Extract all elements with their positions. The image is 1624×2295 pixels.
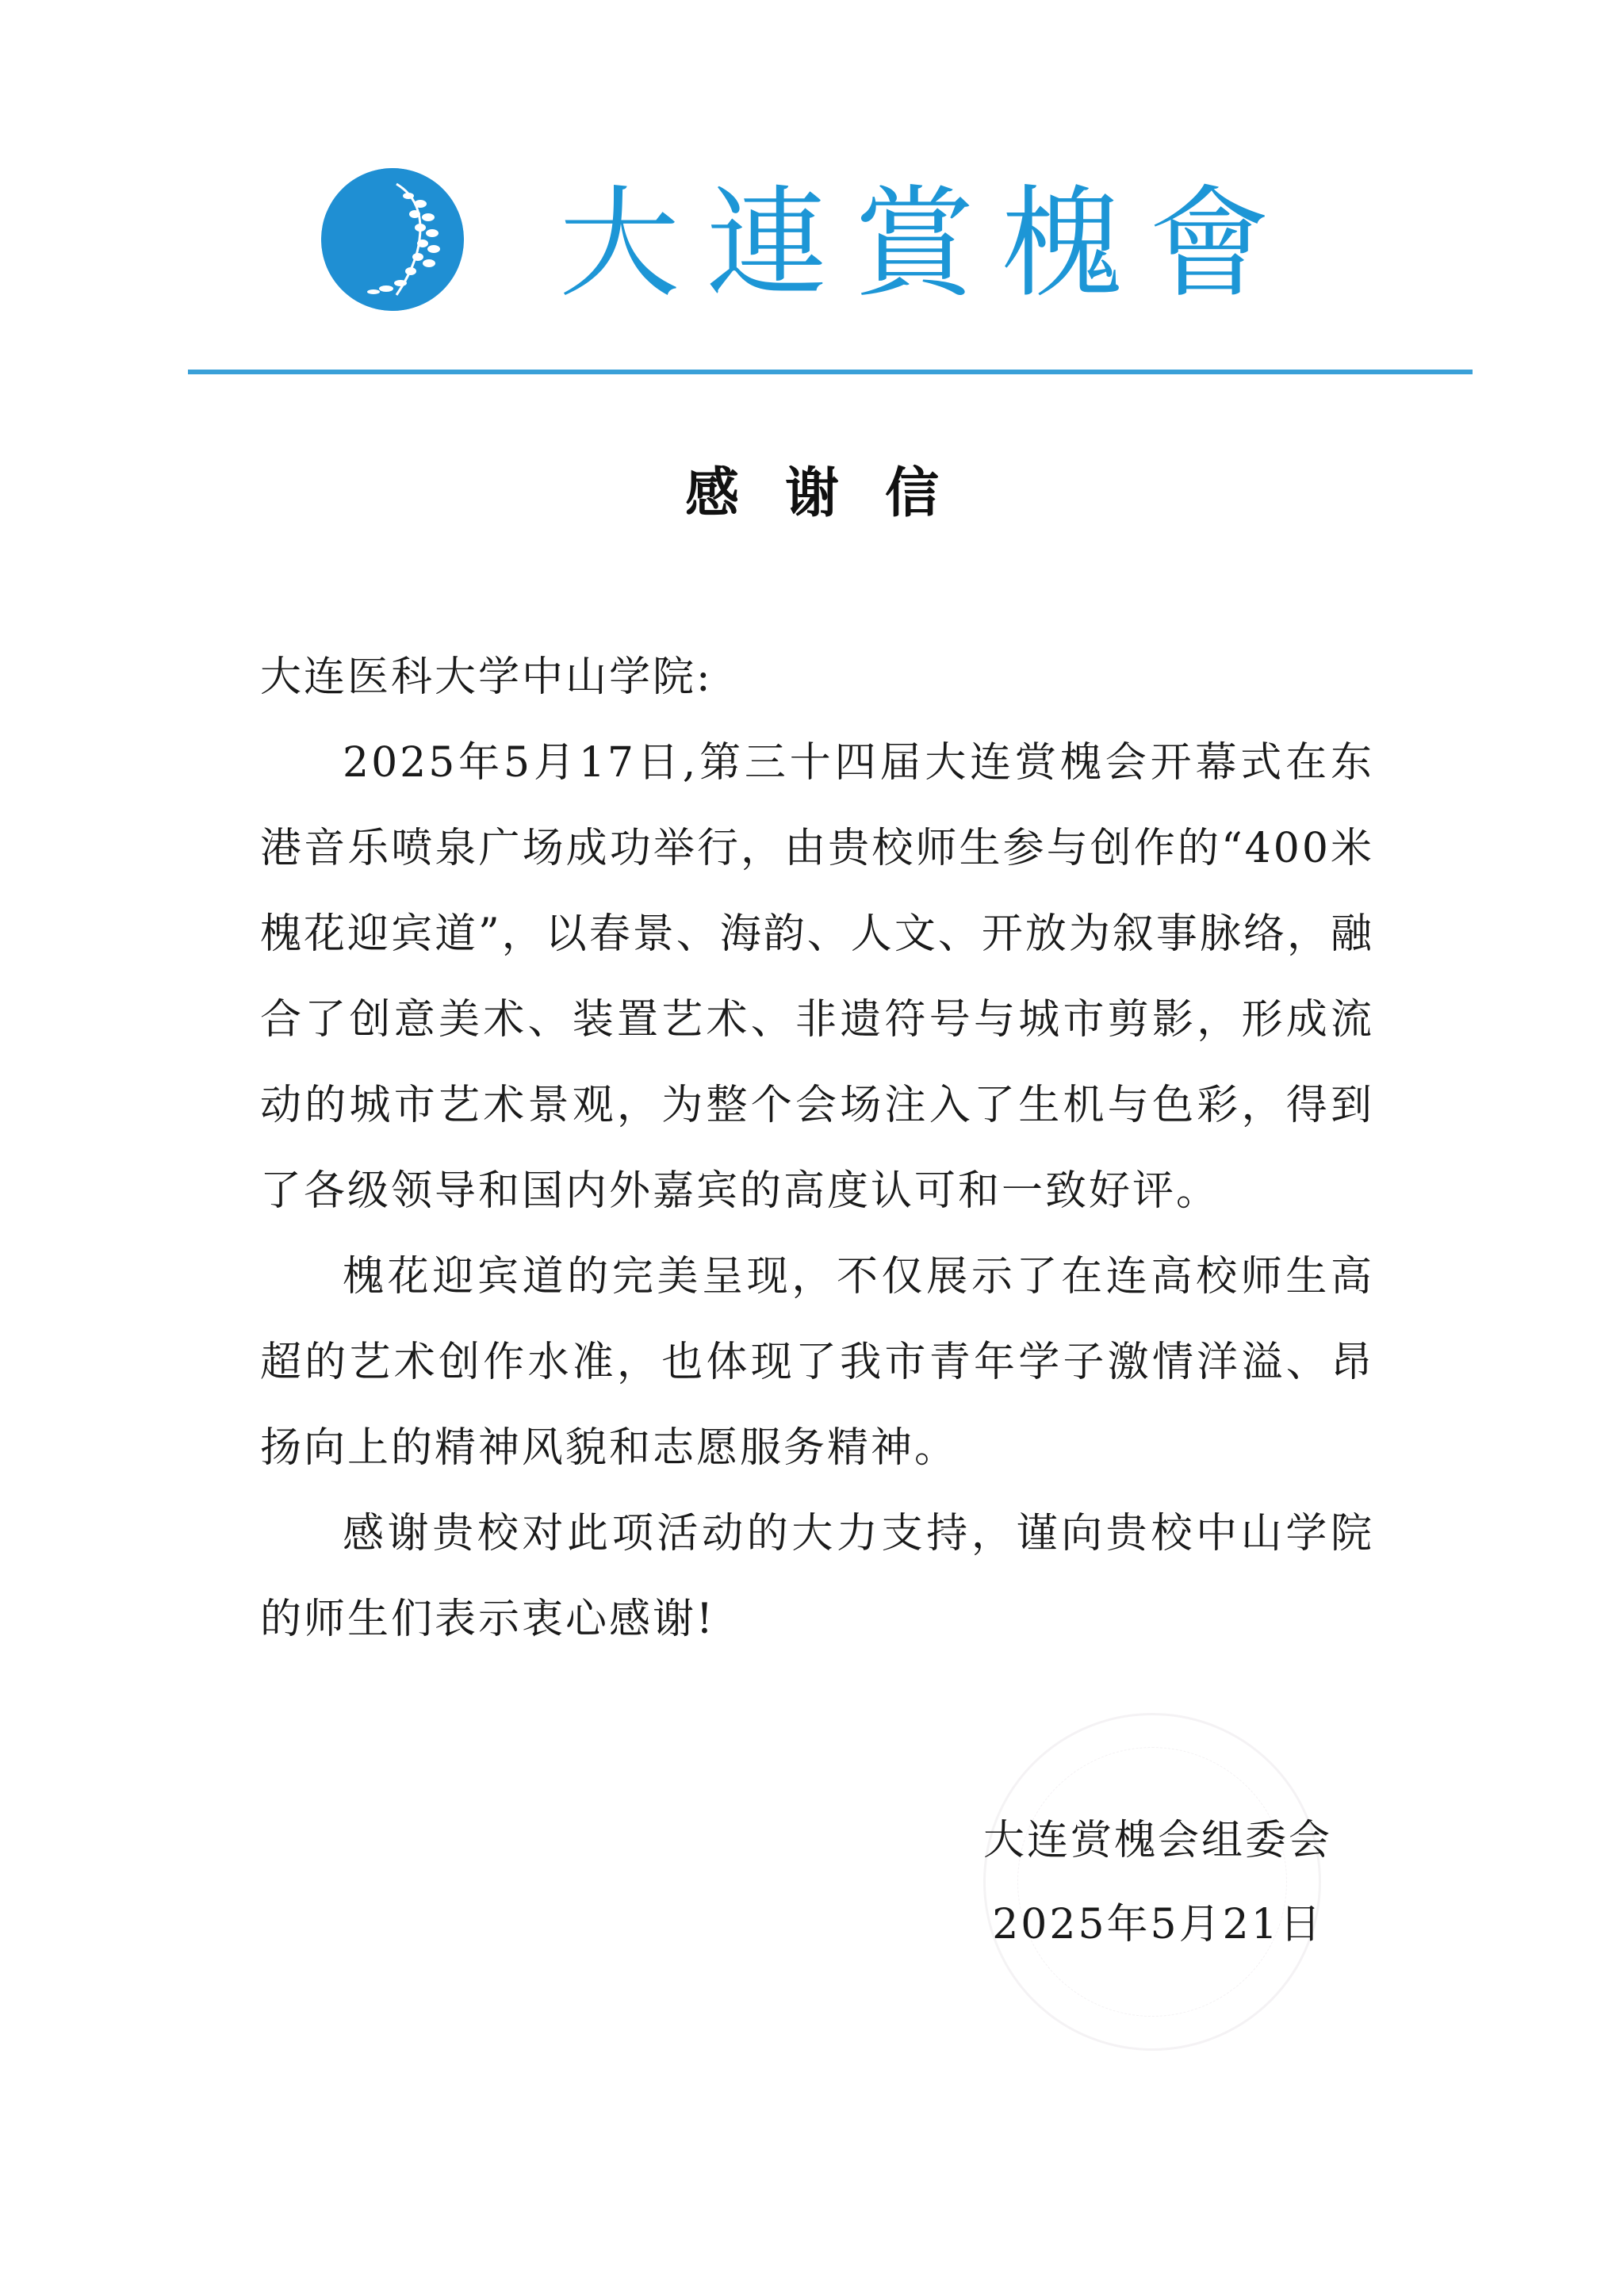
paragraph-3: 感谢贵校对此项活动的大力支持，谨向贵校中山学院的师生们表示衷心感谢! (260, 1510, 1374, 1643)
signature-block (936, 1799, 1380, 1967)
letter-body (260, 634, 1374, 1662)
letter-title: 感谢信 (684, 462, 985, 525)
paragraph-1: 2025年5月17日,第三十四届大连赏槐会开幕式在东港音乐喷泉广场成功举行，由贵校师生参与创作的“400米槐花迎宾道”，以春景、海韵、人文、开放为叙事脉络，融合了创意美术、装置艺术、非遗符号与城市剪影，形成流动的城市艺术景观，为整个会场注入了生机与色彩，得到了各级领导和国内外嘉宾的高度认可和一致好评。 (260, 739, 1374, 1215)
letterhead (0, 0, 1624, 397)
organization-name: 大連賞槐會 (559, 174, 1297, 314)
signature-date: 2025年5月21日 (992, 1901, 1323, 1948)
paragraph-2: 槐花迎宾道的完美呈现，不仅展示了在连高校师生高超的艺术创作水准，也体现了我市青年学子激情洋溢、昂扬向上的精神风貌和志愿服务精神。 (260, 1253, 1374, 1472)
salutation: 大连医科大学中山学院: (260, 653, 713, 701)
sophora-flower-logo-icon (321, 168, 464, 311)
header-divider (188, 370, 1473, 374)
signature-organization: 大连赏槐会组委会 (982, 1817, 1332, 1864)
